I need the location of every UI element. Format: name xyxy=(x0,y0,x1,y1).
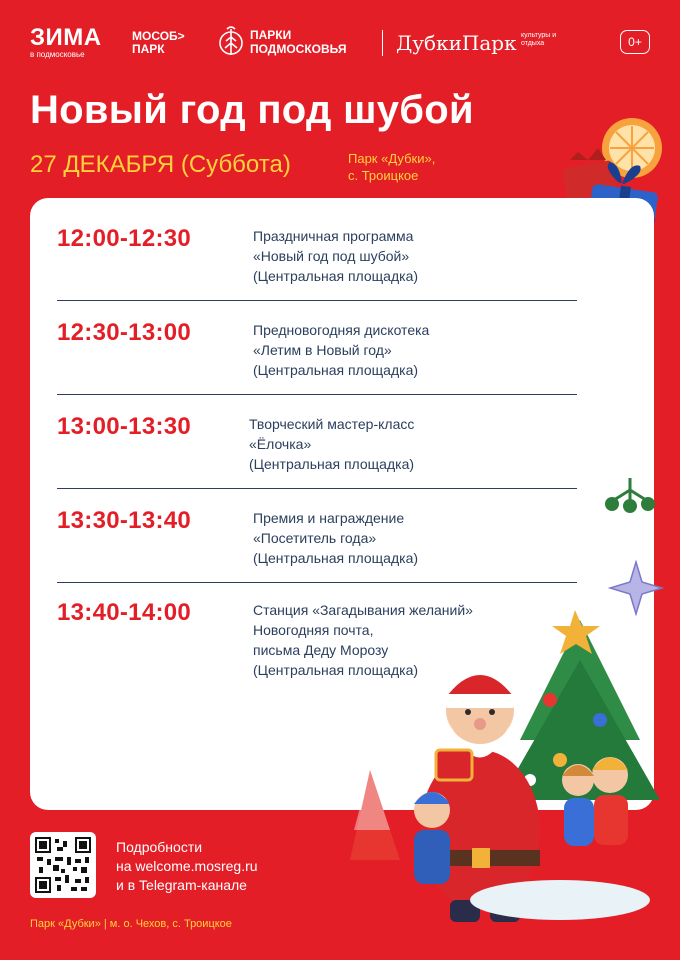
schedule-time: 13:30-13:40 xyxy=(57,507,192,534)
footer-address: Парк «Дубки» | м. о. Чехов, с. Троицкое xyxy=(30,918,232,930)
berries-icon xyxy=(600,470,660,520)
partner-logos xyxy=(30,22,650,66)
zima-logo: ЗИМА в подмосковье xyxy=(30,24,102,59)
event-date: 27 ДЕКАБРЯ (Суббота) xyxy=(30,151,291,178)
event-title: Новый год под шубой xyxy=(30,88,474,132)
website-link[interactable]: на welcome.mosreg.ru xyxy=(116,858,258,874)
event-place: Парк «Дубки», с. Троицкое xyxy=(348,151,436,183)
schedule-time: 13:40-14:00 xyxy=(57,599,192,626)
parki-podmoskovya-logo: ПАРКИ ПОДМОСКОВЬЯ xyxy=(218,22,346,62)
schedule-description: Праздничная программа «Новый год под шубой» (Центральная площадка) xyxy=(253,228,419,284)
mosobpark-logo: МОСОБ> ПАРК xyxy=(132,29,185,56)
schedule-description: Предновогодняя дискотека «Летим в Новый год» (Центральная площадка) xyxy=(253,322,430,378)
schedule-time: 12:30-13:00 xyxy=(57,319,192,346)
tree-emblem-icon xyxy=(218,25,244,59)
age-rating-badge: 0+ xyxy=(620,30,650,54)
schedule-time: 12:00-12:30 xyxy=(57,225,192,252)
more-info-text: Подробности на welcome.mosreg.ru и в Telegram-канале xyxy=(116,839,258,893)
santa-claus-illustration xyxy=(350,600,680,930)
row-divider xyxy=(57,394,577,395)
qr-code[interactable] xyxy=(30,832,96,898)
qr-code-icon xyxy=(35,837,91,893)
row-divider xyxy=(57,488,577,489)
schedule-description: Творческий мастер-класс «Ёлочка» (Центральная площадка) xyxy=(249,416,415,472)
row-divider xyxy=(57,582,577,583)
dubki-park-logo: ДубкиПарк культуры и отдыха xyxy=(396,31,557,55)
row-divider xyxy=(57,300,577,301)
logo-separator xyxy=(382,30,383,56)
schedule-description: Премия и награждение «Посетитель года» (Центральная площадка) xyxy=(253,510,419,566)
schedule-time: 13:00-13:30 xyxy=(57,413,192,440)
schedule-description: Станция «Загадывания желаний» Новогодняя почта, письма Деду Морозу (Центральная площадка) xyxy=(253,602,473,678)
